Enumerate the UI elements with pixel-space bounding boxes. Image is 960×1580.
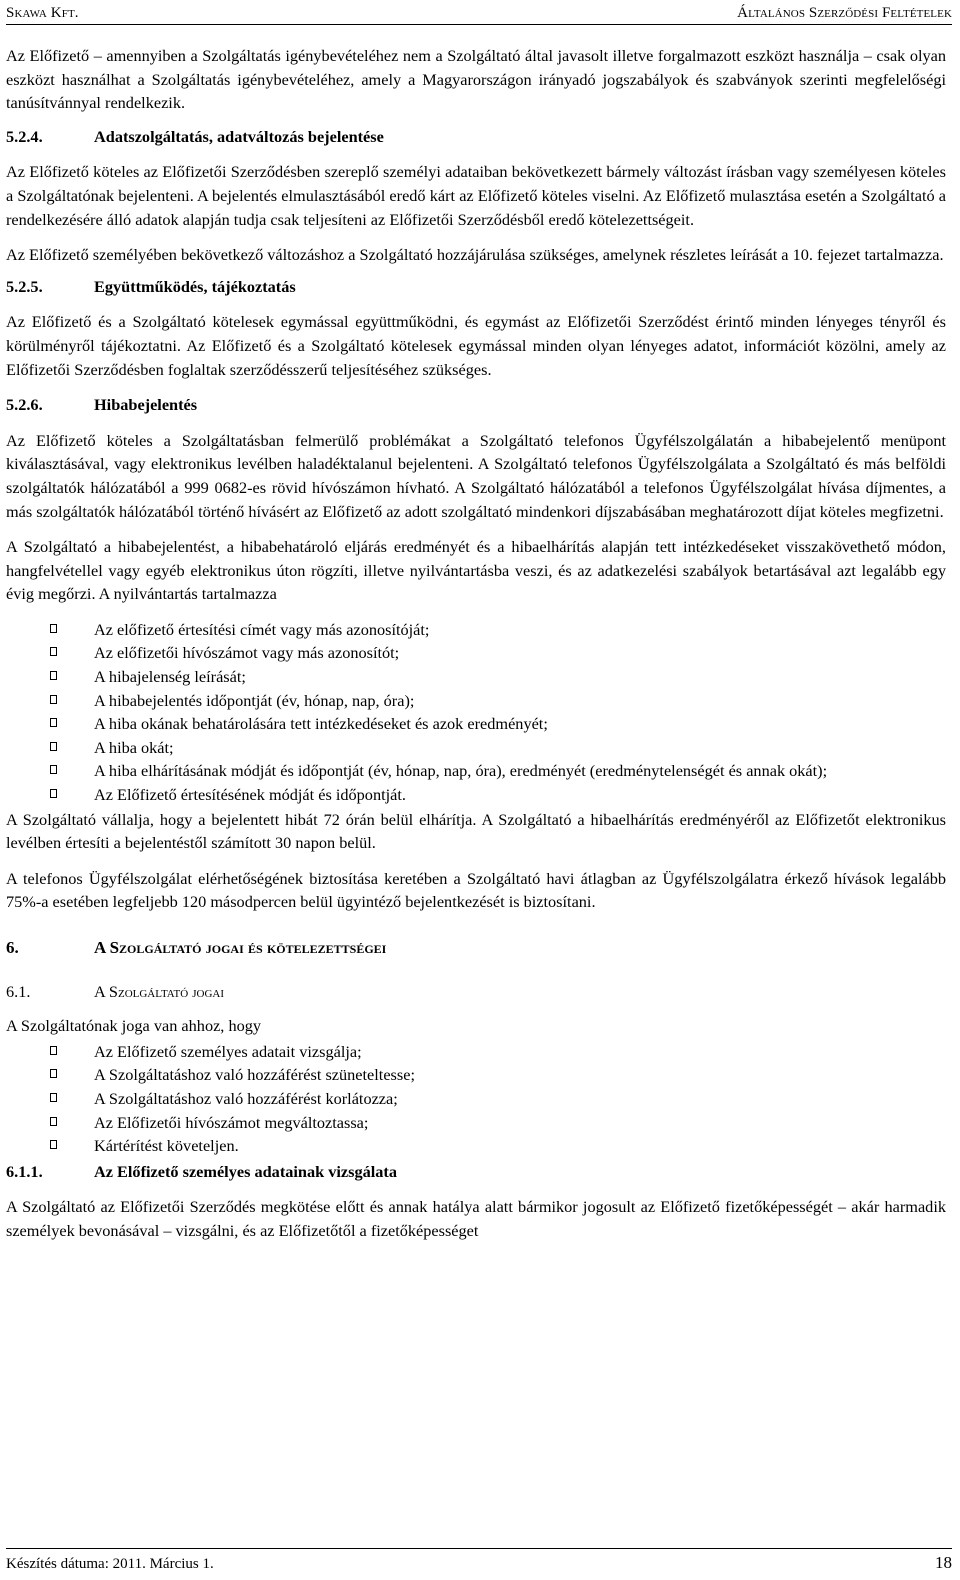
square-bullet-icon <box>50 1069 57 1078</box>
footer-date: Készítés dátuma: 2011. Március 1. <box>6 1556 214 1572</box>
section-5-2-6-paragraph-3: A Szolgáltató vállalja, hogy a bejelentett hibát 72 órán belül elhárítja. A Szolgáltató a hibaelhárítás eredményéről az Előfizetőt elektronikus levélben értesíti a bejelentéstől számított 30 napon belül. <box>6 809 946 853</box>
square-bullet-icon <box>50 765 57 774</box>
section-5-2-4-heading <box>6 125 946 149</box>
list-item: A hiba okát; <box>6 736 946 760</box>
chapter-number: 6. <box>6 938 19 957</box>
list-item: Az előfizető értesítési címét vagy más azonosítóját; <box>6 618 946 642</box>
section-5-2-6-paragraph-4: A telefonos Ügyfélszolgálat elérhetőségének biztosítása keretében a Szolgáltató havi átlagban az Ügyfélszolgálatra érkező hívások legalább 75%-a esetében legfeljebb 120 másodpercen belül ügyintéző bejelentkezését is biztosítani. <box>6 868 946 912</box>
page-header <box>6 2 952 25</box>
list-item: Az Előfizető értesítésének módját és időpontját. <box>6 783 946 807</box>
section-6-1-heading <box>6 980 946 1004</box>
square-bullet-icon <box>50 1093 57 1102</box>
page-footer <box>6 1548 952 1580</box>
section-5-2-4-paragraph-2: Az Előfizető személyében bekövetkező változáshoz a Szolgáltató hozzájárulása szükséges, amelynek részletes leírását a 10. fejezet tartalmazza. <box>6 245 944 265</box>
section-6-1-1-heading <box>6 1160 946 1184</box>
list-item: A Szolgáltatáshoz való hozzáférést szüneteltesse; <box>6 1063 946 1087</box>
section-number: 5.2.6. <box>6 395 43 415</box>
square-bullet-icon <box>50 718 57 727</box>
square-bullet-icon <box>50 647 57 656</box>
section-title: Adatszolgáltatás, adatváltozás bejelentése <box>94 126 384 146</box>
section-number: 5.2.4. <box>6 126 43 146</box>
section-6-1-intro: A Szolgáltatónak joga van ahhoz, hogy <box>6 1016 262 1036</box>
section-5-2-5-heading <box>6 275 946 299</box>
document-body <box>6 44 946 1255</box>
section-title: Az Előfizető személyes adatainak vizsgálata <box>94 1161 397 1181</box>
square-bullet-icon <box>50 789 57 798</box>
records-list <box>6 618 946 807</box>
page-number: 18 <box>935 1553 952 1572</box>
square-bullet-icon <box>50 1117 57 1126</box>
section-5-2-4-paragraph-1: Az Előfizető köteles az Előfizetői Szerződésben szereplő személyi adataiban bekövetkezett bármely változást írásban vagy személyesen köteles a Szolgáltatónak bejelenteni. A bejelentés elmulasztásából eredő kárt az Előfizető köteles viselni. Az Előfizető mulasztása esetén a Szolgáltató a rendelkezésére álló adatok alapján tudja csak teljesíteni az Előfizetői Szerződésből eredő kötelezettségeit. <box>6 162 946 229</box>
section-title: Hibabejelentés <box>94 395 198 415</box>
square-bullet-icon <box>50 1140 57 1149</box>
section-5-2-6-heading <box>6 393 946 417</box>
list-item: Az előfizetői hívószámot vagy más azonosítót; <box>6 641 946 665</box>
section-title: Együttműködés, tájékoztatás <box>94 276 296 296</box>
list-item: A hiba okának behatárolására tett intézkedéseket és azok eredményét; <box>6 712 946 736</box>
list-item: A hiba elhárításának módját és időpontját (év, hónap, nap, óra), eredményét (eredménytelenségét és annak okát); <box>6 759 946 783</box>
section-number: 6.1.1. <box>6 1161 43 1181</box>
section-6-1-1-paragraph-1: A Szolgáltató az Előfizetői Szerződés megkötése előtt és annak hatálya alatt bármikor jogosult az Előfizető fizetőképességét – akár harmadik személyek bevonásával – vizsgálni, és az Előfizetőtől a fizetőképességet <box>6 1197 946 1240</box>
list-item: A Szolgáltatáshoz való hozzáférést korlátozza; <box>6 1087 946 1111</box>
square-bullet-icon <box>50 624 57 633</box>
chapter-6-heading <box>6 936 946 960</box>
list-item: Kártérítést követeljen. <box>6 1134 946 1158</box>
section-number: 5.2.5. <box>6 276 43 296</box>
section-5-2-5-paragraph-1: Az Előfizető és a Szolgáltató kötelesek egymással együttműködni, és egymást az Előfizetői Szerződést érintő minden lényeges tényről és körülményről tájékoztatni. Az Előfizető és a Szolgáltató kötelesek egymással minden olyan lényeges adatot, információt közölni, amely az Előfizetői Szerződésben foglaltak szerződésszerű teljesítéséhez szükséges. <box>6 312 946 379</box>
list-item: Az Előfizetői hívószámot megváltoztassa; <box>6 1111 946 1135</box>
intro-paragraph: Az Előfizető – amennyiben a Szolgáltatás igénybevételéhez nem a Szolgáltató által javasolt illetve forgalmazott eszközt használja – csak olyan eszközt használhat a Szolgáltatás igénybevételéhez, amely a Magyarországon irányadó jogszabályok és szabványok szerinti megfelelőségi tanúsítvánnyal rendelkezik. <box>6 46 946 113</box>
section-number: 6.1. <box>6 981 31 1001</box>
section-5-2-6-paragraph-1: Az Előfizető köteles a Szolgáltatásban felmerülő problémákat a Szolgáltató telefonos Ügyfélszolgálatán a hibabejelentő menüpont kiválasztásával, vagy elektronikus levélben haladéktalanul bejelenteni. A Szolgáltató telefonos Ügyfélszolgálata a Szolgáltató és más belföldi szolgáltatók hálózatából a 999 0682-es rövid hívószámon hívható. A Szolgáltató hálózatából a telefonos Ügyfélszolgálat hívása díjmentes, a más szolgáltatók hálózatából történő hívásért az Előfizető az adott szolgáltató mindenkori díjszabásában meghatározott díjat köteles megfizetni. <box>6 430 946 521</box>
header-company: Skawa Kft. <box>6 5 79 21</box>
header-document-title: Általános Szerződési Feltételek <box>737 5 952 21</box>
list-item: A hibabejelentés időpontját (év, hónap, nap, óra); <box>6 689 946 713</box>
rights-list <box>6 1040 946 1158</box>
chapter-title: A Szolgáltató jogai és kötelezettségei <box>94 938 387 957</box>
list-item: Az Előfizető személyes adatait vizsgálja; <box>6 1040 946 1064</box>
square-bullet-icon <box>50 1046 57 1055</box>
list-item: A hibajelenség leírását; <box>6 665 946 689</box>
section-title: A Szolgáltató jogai <box>94 981 225 1001</box>
square-bullet-icon <box>50 671 57 680</box>
section-5-2-6-paragraph-2: A Szolgáltató a hibabejelentést, a hibabehatároló eljárás eredményét és a hibaelhárítás alapján tett intézkedéseket visszakövethető módon, hangfelvétellel vagy egyéb elektronikus úton rögzíti, illetve nyilvántartásba veszi, és az adatkezelési szabályok betartásával azt legalább egy évig megőrzi. A nyilvántartás tartalmazza <box>6 537 946 604</box>
square-bullet-icon <box>50 695 57 704</box>
square-bullet-icon <box>50 742 57 751</box>
